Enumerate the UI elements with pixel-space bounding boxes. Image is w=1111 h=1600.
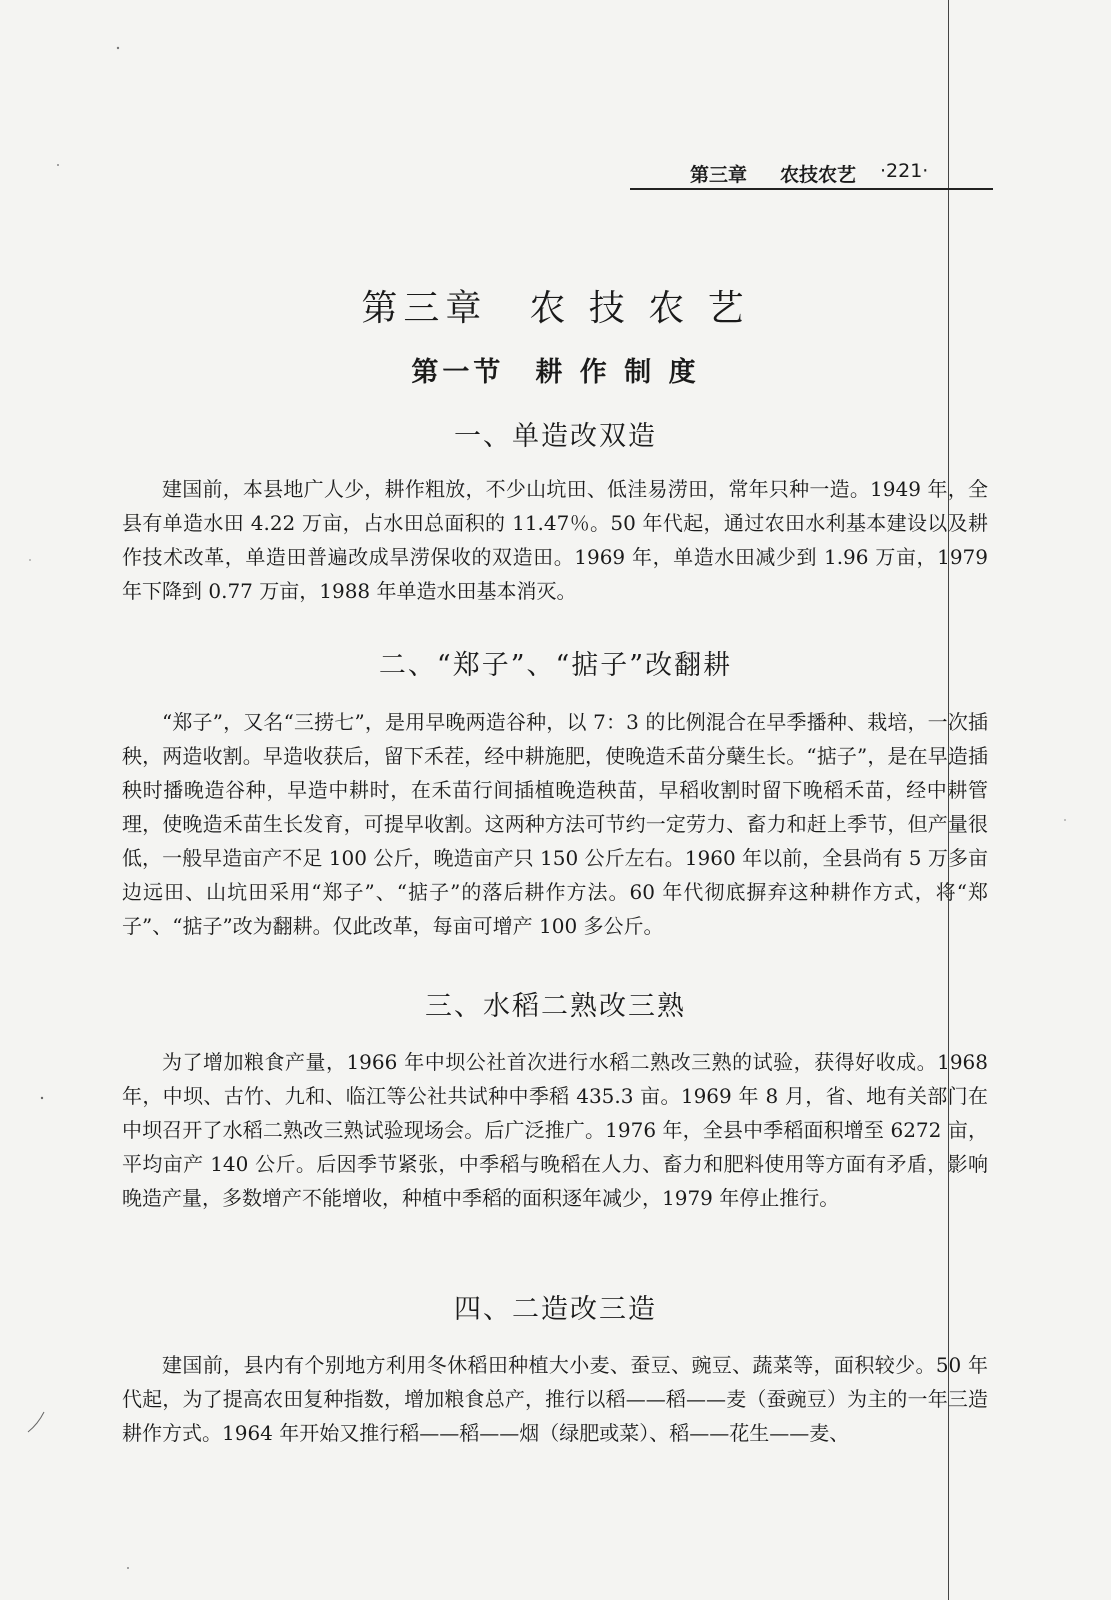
subsection-heading: 一、单造改双造 [454,421,657,452]
chapter-title: 第三章 农 技 农 艺 [361,288,750,329]
body-paragraph: 为了增加粮食产量，1966 年中坝公社首次进行水稻二熟改三熟的试验，获得好收成。1968 年，中坝、古竹、九和、临江等公社共试种中季稻 435.3 亩。1969 年 8 月，省、地有关部门在中坝召开了水稻二熟改三熟试验现场会。后广泛推广。1976 年，全县中季稻面积增至 6272 亩，平均亩产 140 公斤。后因季节紧张，中季稻与晚稻在人力、畜力和肥料使用等方面有矛盾，影响晚造产量，多数增产不能增收，种植中季稻的面积逐年减少，1979 年停止推行。 [122,1050,988,1210]
running-head-title: 农技农艺 [780,164,857,186]
body-paragraph: “郑子”，又名“三捞七”，是用早晚两造谷种，以 7：3 的比例混合在早季播种、栽培，一次插秧，两造收割。早造收获后，留下禾茬，经中耕施肥，使晚造禾苗分蘖生长。“掂子”，是在早造插秧时播晚造谷种，早造中耕时，在禾苗行间插植晚造秧苗，早稻收割时留下晚稻禾苗，经中耕管理，使晚造禾苗生长发育，可提早收割。这两种方法可节约一定劳力、畜力和赶上季节，但产量很低，一般早造亩产不足 100 公斤，晚造亩产只 150 公斤左右。1960 年以前，全县尚有 5 万多亩边远田、山坑田采用“郑子”、“掂子”的落后耕作方法。60 年代彻底摒弃这种耕作方式，将“郑子”、“掂子”改为翻耕。仅此改革，每亩可增产 100 多公斤。 [122,710,988,938]
subsection-heading: 四、二造改三造 [454,1294,657,1325]
running-head-chapter: 第三章 [690,164,748,186]
body-paragraph: 建国前，县内有个别地方利用冬休稻田种植大小麦、蚕豆、豌豆、蔬菜等，面积较少。50 年代起，为了提高农田复种指数，增加粮食总产，推行以稻——稻——麦（蚕豌豆）为主的一年三造耕作方式。1964 年开始又推行稻——稻——烟（绿肥或菜）、稻——花生——麦、 [122,1353,988,1445]
body-paragraph: 建国前，本县地广人少，耕作粗放，不少山坑田、低洼易涝田，常年只种一造。1949 年，全县有单造水田 4.22 万亩，占水田总面积的 11.47％。50 年代起，通过农田水利基本建设以及耕作技术改革，单造田普遍改成旱涝保收的双造田。1969 年，单造水田减少到 1.96 万亩，1979 年下降到 0.77 万亩，1988 年单造水田基本消灭。 [122,477,988,603]
subsection-heading: 二、“郑子”、“掂子”改翻耕 [378,650,733,681]
running-head [630,158,993,190]
subsection-heading: 三、水稻二熟改三熟 [425,991,686,1022]
page-number: ·221· [880,160,929,182]
section-title: 第一节 耕 作 制 度 [411,357,700,388]
